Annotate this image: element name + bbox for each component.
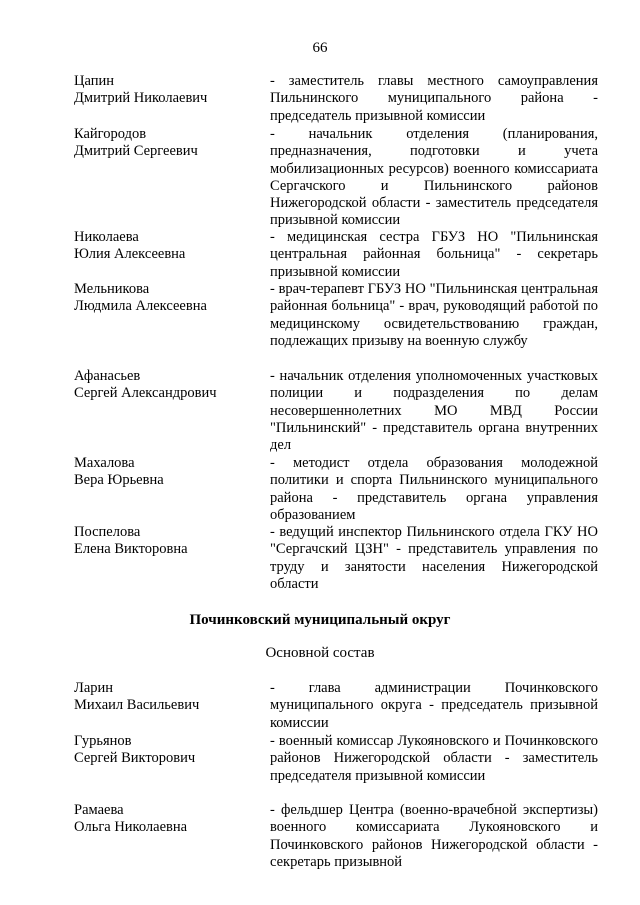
member-surname: Николаева [74, 229, 139, 245]
member-role: - фельдшер Центра (военно-врачебной экспертизы) военного комиссариата Лукояновского и Починковского районов Нижегородской области - секретарь призывной [270, 802, 598, 870]
member-role: - врач-терапевт ГБУЗ НО "Пильнинская центральная районная больница" - врач, руководящий работой по медицинскому освидетельствованию граждан, подлежащих призыву на военную службу [270, 281, 598, 349]
section-title: Починковский муниципальный округ [189, 612, 451, 628]
member-entry [74, 733, 598, 785]
member-entry [74, 229, 598, 281]
member-given-name: Ольга Николаевна [74, 819, 188, 836]
member-given-name: Елена Викторовна [74, 541, 188, 558]
member-given-name: Сергей Александрович [74, 385, 217, 402]
member-surname: Ларин [74, 680, 114, 696]
member-surname: Кайгородов [74, 126, 147, 142]
member-role: - заместитель главы местного самоуправления Пильнинского муниципального района - председатель призывной комиссии [270, 73, 598, 124]
member-given-name: Дмитрий Сергеевич [74, 143, 198, 160]
member-surname: Рамаева [74, 802, 124, 818]
member-given-name: Вера Юрьевна [74, 472, 164, 489]
member-given-name: Юлия Алексеевна [74, 246, 186, 263]
member-entry [74, 126, 598, 230]
member-role: - начальник отделения (планирования, предназначения, подготовки и учета мобилизационных ресурсов) военного комиссариата Сергачского и Пильнинского районов Нижегородской области - заместитель председателя призывной комиссии [270, 126, 598, 229]
member-name [74, 281, 270, 350]
member-given-name: Михаил Васильевич [74, 697, 200, 714]
member-role: - ведущий инспектор Пильнинского отдела ГКУ НО "Сергачский ЦЗН" - представитель управления по труду и занятости населения Нижегородской области [270, 524, 598, 592]
member-surname: Поспелова [74, 524, 141, 540]
member-name [74, 126, 270, 230]
member-entry [74, 524, 598, 593]
member-name [74, 73, 270, 125]
subsection-title: Основной состав [265, 645, 375, 661]
member-entry [74, 455, 598, 524]
member-surname: Мельникова [74, 281, 150, 297]
member-name [74, 229, 270, 281]
member-surname: Афанасьев [74, 368, 141, 384]
member-role: - методист отдела образования молодежной политики и спорта Пильнинского муниципального района - представитель органа управления образованием [270, 455, 598, 523]
member-name [74, 455, 270, 524]
member-name [74, 733, 270, 785]
member-entry [74, 281, 598, 350]
member-surname: Махалова [74, 455, 135, 471]
member-entry [74, 73, 598, 125]
member-given-name: Дмитрий Николаевич [74, 90, 208, 107]
member-role: - медицинская сестра ГБУЗ НО "Пильнинская центральная районная больница" - секретарь призывной комиссии [270, 229, 598, 280]
member-name [74, 802, 270, 871]
member-given-name: Людмила Алексеевна [74, 298, 207, 315]
member-surname: Гурьянов [74, 733, 132, 749]
page-number: 66 [312, 40, 328, 56]
member-name [74, 680, 270, 732]
member-surname: Цапин [74, 73, 114, 89]
member-role: - начальник отделения уполномоченных участковых полиции и подразделения по делам несовершеннолетних МО МВД России "Пильнинский" - представитель органа внутренних дел [270, 368, 598, 454]
member-given-name: Сергей Викторович [74, 750, 196, 767]
member-entry [74, 802, 598, 871]
member-entry [74, 680, 598, 732]
member-role: - военный комиссар Лукояновского и Починковского районов Нижегородской области - заместитель председателя призывной комиссии [270, 733, 598, 784]
member-name [74, 524, 270, 593]
member-entry [74, 368, 598, 454]
member-name [74, 368, 270, 454]
member-role: - глава администрации Починковского муниципального округа - председатель призывной комиссии [270, 680, 598, 731]
